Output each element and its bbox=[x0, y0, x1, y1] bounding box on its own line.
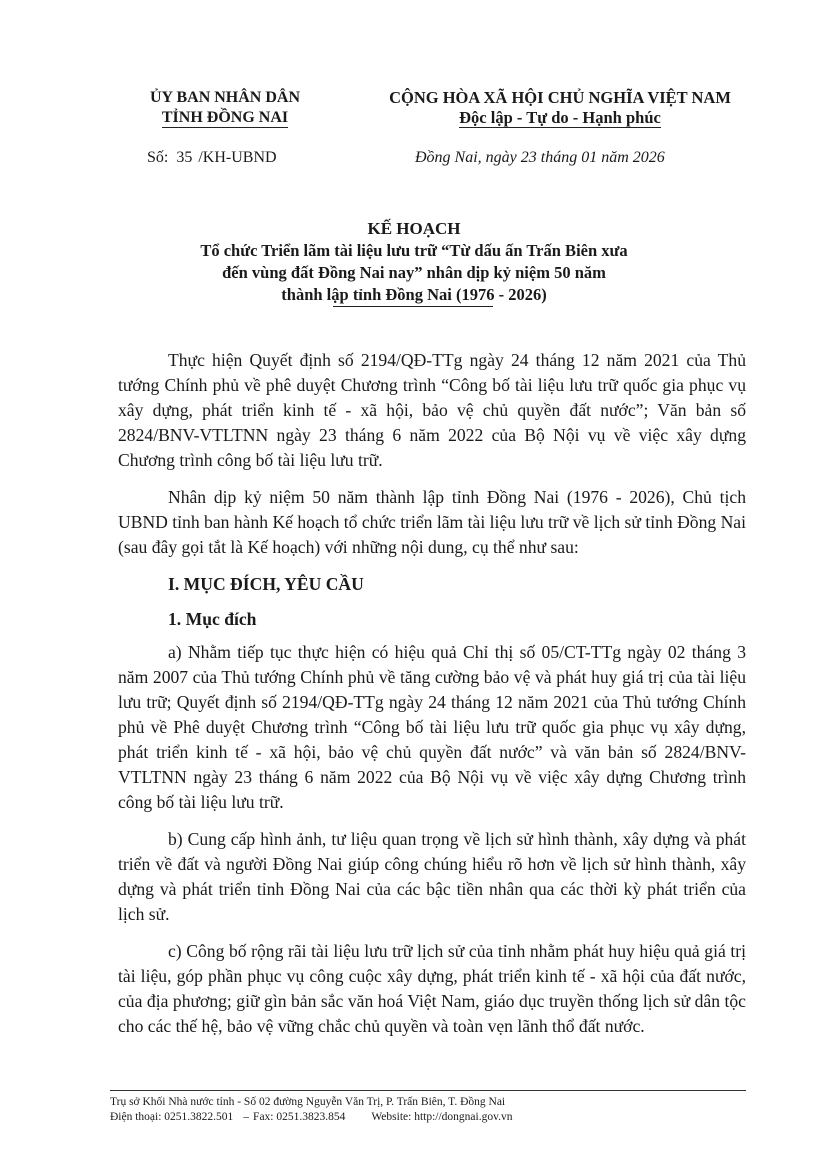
paragraph-item-b: b) Cung cấp hình ảnh, tư liệu quan trọng về lịch sử hình thành, xây dựng và phát triển về đất và người Đồng Nai giúp công chúng hiểu rõ hơn về lịch sử hình thành, xây dựng và phát triển tỉnh Đồng Nai của các bậc tiền nhân qua các thời kỳ phát triển của lịch sử. bbox=[118, 829, 746, 924]
document-body bbox=[118, 348, 746, 1051]
footer-address: Trụ sở Khối Nhà nước tỉnh - Số 02 đường Nguyễn Văn Trị, P. Trấn Biên, T. Đồng Nai bbox=[110, 1096, 506, 1108]
agency-line-1: ỦY BAN NHÂN DÂN bbox=[149, 89, 301, 106]
national-motto bbox=[355, 88, 765, 128]
nation-line-2: Độc lập - Tự do - Hạnh phúc bbox=[459, 108, 661, 127]
footer-phone: Điện thoại: 0251.3822.501 bbox=[110, 1111, 234, 1123]
place-date: Đồng Nai, ngày 23 tháng 01 năm 2026 bbox=[415, 149, 665, 166]
page-footer bbox=[110, 1095, 750, 1125]
doc-number-value: 35 bbox=[176, 149, 193, 166]
title-main: KẾ HOẠCH bbox=[367, 219, 461, 238]
doc-number-suffix: /KH-UBND bbox=[198, 149, 277, 166]
subsection-heading: 1. Mục đích bbox=[168, 609, 257, 629]
document-title bbox=[100, 218, 728, 306]
nation-line-1: CỘNG HÒA XÃ HỘI CHỦ NGHĨA VIỆT NAM bbox=[389, 88, 731, 107]
issuing-agency bbox=[110, 88, 340, 128]
footer-divider bbox=[110, 1090, 746, 1091]
footer-contact: Điện thoại: 0251.3822.501 – Fax: 0251.3823.854 Website: http://dongnai.gov.vn bbox=[110, 1111, 513, 1123]
agency-line-2: TỈNH ĐỒNG NAI bbox=[161, 109, 289, 126]
footer-fax: Fax: 0251.3823.854 bbox=[253, 1111, 346, 1123]
paragraph-item-a: a) Nhằm tiếp tục thực hiện có hiệu quả Chỉ thị số 05/CT-TTg ngày 02 tháng 3 năm 2007 của Thủ tướng Chính phủ về tăng cường bảo vệ và phát huy giá trị của tài liệu lưu trữ; Quyết định số 2194/QĐ-TTg ngày 24 tháng 12 năm 2021 của Thủ tướng Chính phủ về Phê duyệt Chương trình “Công bố tài liệu lưu trữ quốc gia phục vụ xây dựng, phát triển kinh tế - xã hội, bảo vệ chủ quyền đất nước” và văn bản số 2824/BNV-VTLTNN ngày 23 tháng 6 năm 2022 của Bộ Nội vụ về việc xây dựng Chương trình công bố tài liệu lưu trữ. bbox=[118, 642, 746, 812]
document-number bbox=[147, 149, 277, 167]
intro-paragraph-2: Nhân dịp kỷ niệm 50 năm thành lập tỉnh Đồng Nai (1976 - 2026), Chủ tịch UBND tỉnh ban hành Kế hoạch tổ chức triển lãm tài liệu lưu trữ về lịch sử tỉnh Đồng Nai (sau đây gọi tắt là Kế hoạch) với những nội dung, cụ thể như sau: bbox=[118, 487, 746, 557]
section-heading: I. MỤC ĐÍCH, YÊU CẦU bbox=[168, 574, 364, 594]
title-line-3: thành lập tỉnh Đồng Nai (1976 - 2026) bbox=[281, 285, 547, 304]
title-line-2: đến vùng đất Đồng Nai nay” nhân dịp kỷ niệm 50 năm bbox=[222, 263, 606, 282]
doc-number-prefix: Số: bbox=[147, 149, 169, 166]
intro-paragraph-1: Thực hiện Quyết định số 2194/QĐ-TTg ngày 24 tháng 12 năm 2021 của Thủ tướng Chính phủ về phê duyệt Chương trình “Công bố tài liệu lưu trữ quốc gia phục vụ xây dựng, phát triển kinh tế - xã hội, bảo vệ chủ quyền đất nước”; Văn bản số 2824/BNV-VTLTNN ngày 23 tháng 6 năm 2022 của Bộ Nội vụ về việc xây dựng Chương trình công bố tài liệu lưu trữ. bbox=[118, 350, 746, 470]
paragraph-item-c: c) Công bố rộng rãi tài liệu lưu trữ lịch sử của tỉnh nhằm phát huy hiệu quả giá trị tài liệu, góp phần phục vụ công cuộc xây dựng, phát triển kinh tế - xã hội của đất nước, của địa phương; giữ gìn bản sắc văn hoá Việt Nam, giáo dục truyền thống lịch sử dân tộc cho các thế hệ, bảo vệ vững chắc chủ quyền và toàn vẹn lãnh thổ đất nước. bbox=[118, 941, 746, 1036]
footer-website[interactable]: Website: http://dongnai.gov.vn bbox=[371, 1111, 513, 1123]
title-underline bbox=[333, 306, 493, 307]
title-line-1: Tổ chức Triển lãm tài liệu lưu trữ “Từ dấu ấn Trấn Biên xưa bbox=[200, 241, 628, 260]
